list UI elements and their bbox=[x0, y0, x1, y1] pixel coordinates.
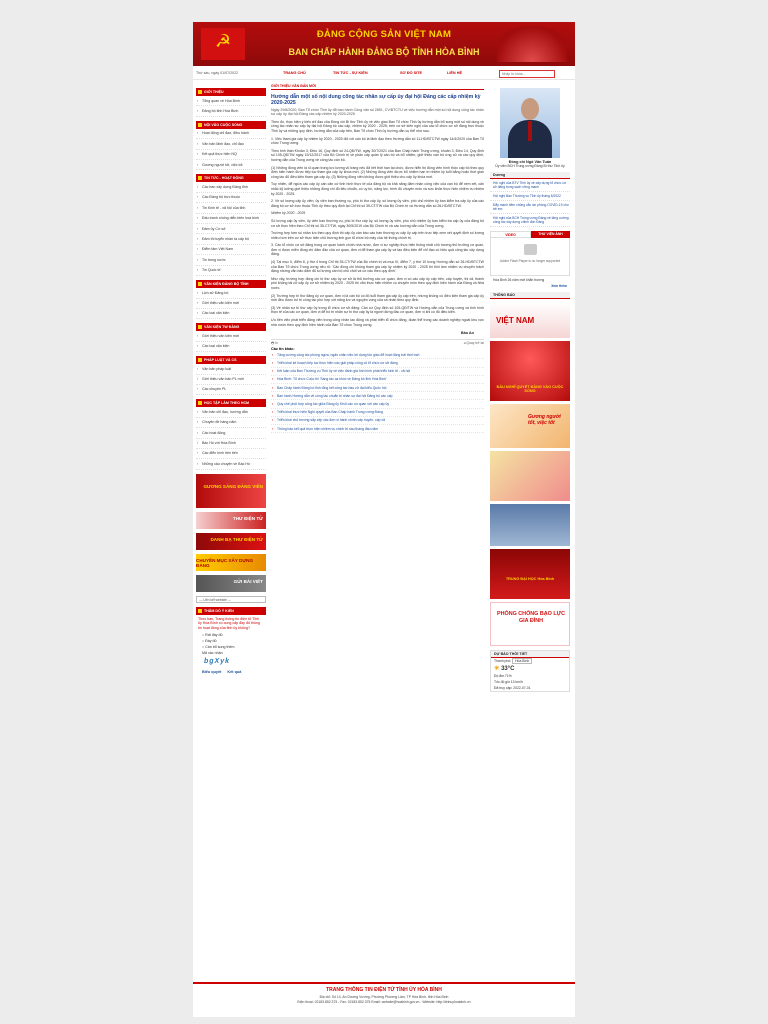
section-law-title: PHÁP LUẬT VÀ CS bbox=[196, 356, 266, 364]
article-paragraph: Nhiệm kỳ 2020 - 2025 bbox=[271, 211, 306, 216]
article-paragraph: Số lượng cấp ủy viên, ủy viên ban thường vụ, phó bí thư cấp ủy, số lượng ủy viên, phó chủ nhiệm ủy ban kiểm tra cấp ủy của đảng bộ cơ sở thực hiện theo Chỉ thị số 35-CT/TW, ngày 30/5/2019 của Bộ Chính trị và các hướng dẫn của Trung ương. bbox=[271, 218, 484, 228]
article-paragraph: Trường hợp hơn số nhân lực theo quy định thì cấp ủy cần báo cáo ban thường vụ cấp ủy cấp trên trực tiếp xem xét quyết định số lượng nhiều hơn trên cơ sở thực hiện chủ trương tinh gọn tổ chức bộ máy của hệ thống chính trị. bbox=[271, 231, 484, 240]
humidity: Độ ẩm 71% bbox=[494, 674, 512, 679]
website-link-select[interactable]: --- Liên kết website --- bbox=[196, 596, 266, 603]
poll-question: Theo bạn, Trang thông tin điện tử Tỉnh ủy Hòa Bình có cung cấp đầy đủ thông tin hoạt động của tỉnh ủy không? bbox=[198, 616, 260, 630]
article-body bbox=[271, 120, 484, 327]
related-news-item[interactable]: ▪ Triển khai thực hiện Nghị quyết của Ban Chấp hành Trung ương Đảng bbox=[271, 409, 484, 417]
banner-good-people[interactable]: Gương người tốt, việc tốt bbox=[490, 404, 570, 448]
sidebar-item[interactable]: › Các điển hình tiên tiến bbox=[196, 449, 266, 459]
site-footer bbox=[193, 982, 575, 1017]
related-news-item[interactable]: ▪ Quy chế phối hợp công tác giữa Đảng ủy Khối các cơ quan với các cấp ủy bbox=[271, 400, 484, 408]
related-news-item[interactable]: ▪ Kết luận của Ban Thường vụ Tỉnh ủy về việc đánh giá tình hình phát triển kinh tế - xã hội bbox=[271, 368, 484, 376]
sidebar-item[interactable]: › Các hoạt động bbox=[196, 428, 266, 438]
search-input[interactable] bbox=[499, 70, 555, 78]
sidebar-item[interactable]: › Điểm tâm Việt Nam bbox=[196, 245, 266, 255]
menu-sitemap[interactable]: SƠ ĐỒ SITE bbox=[400, 71, 423, 75]
related-news-item[interactable]: ▪ Thông báo kết quả thực hiện nhiệm vụ chính trị sáu tháng đầu năm bbox=[271, 425, 484, 433]
banner-exemplary-members[interactable]: GƯƠNG SÁNG ĐẢNG VIÊN bbox=[196, 474, 266, 508]
sidebar-item[interactable]: › Bác Hồ với Hòa Bình bbox=[196, 439, 266, 449]
related-news bbox=[271, 347, 484, 433]
sidebar-item[interactable]: › Kết quả thực hiện NQ bbox=[196, 150, 266, 160]
sidebar-item[interactable]: › Đảng bộ tỉnh Hòa Bình bbox=[196, 106, 266, 116]
plugin-icon bbox=[524, 244, 537, 255]
leader-photo bbox=[500, 88, 560, 158]
sidebar-item[interactable]: › Tổng quan về Hòa Bình bbox=[196, 96, 266, 106]
sidebar-item[interactable]: › Giới thiệu văn kiện mới bbox=[196, 331, 266, 341]
visit-label: Đã truy cập: bbox=[494, 686, 513, 691]
article-author: Bảo An bbox=[460, 331, 474, 336]
video-more-link[interactable]: Xem thêm bbox=[551, 284, 567, 289]
visit-value: 2022-07-01 bbox=[513, 686, 531, 691]
video-player[interactable] bbox=[490, 238, 570, 276]
result-button[interactable]: Kết quả bbox=[227, 670, 242, 674]
article-paragraph: (3) Về nhân sự bí thư cấp ủy trong tổ chức cơ sở đảng: Căn cứ Quy định số 105-QĐ/TW và Hướng dẫn của Trung ương và tình hình thực tế của các cơ quan, đơn vị để bố trí nhân sự bí thư cấp ủy là người đứng đầu cơ quan, đơn vị khi có đủ điều kiện. bbox=[271, 305, 484, 315]
footer-title: TRANG THÔNG TIN ĐIỆN TỬ TỈNH ỦY HÒA BÌNH bbox=[326, 987, 442, 993]
sidebar-item[interactable]: › Đảm ủy Cơ sở bbox=[196, 224, 266, 234]
sidebar-item[interactable]: › Tin Kinh tế - xã hội của tỉnh bbox=[196, 203, 266, 213]
poll-title: THĂM DÒ Ý KIẾN bbox=[196, 607, 266, 615]
section-resolution-title: NỘI VĂO CUỘC SỐNG bbox=[196, 121, 266, 129]
sidebar-item[interactable]: › Hoạt động chỉ đạo, điều hành bbox=[196, 129, 266, 139]
related-news-item[interactable]: ▪ Triển khai kế hoạch tiếp tục thực hiện các giải pháp củng cố tổ chức cơ sở đảng bbox=[271, 359, 484, 367]
sun-icon: ☀ bbox=[494, 666, 500, 673]
section-provincial-docs-title: VĂN KIỆN ĐẢNG BỘ TỈNH bbox=[196, 280, 266, 288]
article-tools bbox=[271, 339, 484, 345]
sidebar-item[interactable]: › Các Đảng bộ trực thuộc bbox=[196, 193, 266, 203]
article-title: Hướng dẫn một số nội dung công tác nhân sự cấp ủy đại hội Đảng các cấp nhiệm kỳ 2020-2025 bbox=[271, 94, 481, 106]
sidebar-item[interactable]: › Giới thiệu văn bản PL mới bbox=[196, 375, 266, 385]
article-paragraph: 1. Việc tham gia cấp ủy nhiệm kỳ 2020 - 2025 đối với cán bộ là lãnh đạo theo Hướng dẫn số 11-HD/BTCTW ngày 14/4/2020 của Ban Tổ chức Trung ương. bbox=[271, 136, 484, 146]
banner-email[interactable]: THƯ ĐIỆN TỬ bbox=[196, 512, 266, 529]
vote-button[interactable]: Biểu quyết bbox=[202, 670, 222, 674]
banner-party-building[interactable]: CHUYÊN MỤC XÂY DỰNG ĐẢNG bbox=[196, 554, 266, 571]
weather-city-label: Thành phố: bbox=[494, 659, 512, 664]
breadcrumb[interactable]: GIỚI THIỆU VĂN BẢN MỚI bbox=[271, 84, 484, 90]
poll-option[interactable]: ○ Cần bổ sung thêm bbox=[202, 645, 235, 649]
banner-title: ĐẢNG CỘNG SẢN VIỆT NAM bbox=[316, 29, 452, 40]
back-button[interactable]: ◂ Quay trở lại bbox=[463, 341, 484, 346]
sidebar-item[interactable]: › Văn bản pháp luật bbox=[196, 364, 266, 374]
sidebar-item[interactable]: › Đấu tranh chống diễn biến hoà bình bbox=[196, 214, 266, 224]
announcement-title: THÔNG BÁO bbox=[490, 292, 570, 299]
weather-title: DỰ BÁO THỜI TIẾT bbox=[491, 651, 569, 658]
leader-role: Ủy viên BCH Trung ương Đảng Bí thư Tỉnh ủy bbox=[495, 164, 565, 168]
related-news-item[interactable]: ▪ Ban Chấp hành Đảng bộ tỉnh tổng kết công tác bầu cử đại biểu Quốc hội bbox=[271, 384, 484, 392]
left-sidebar bbox=[196, 84, 266, 677]
sidebar-item[interactable]: › Các chuyên PL bbox=[196, 385, 266, 395]
wind-speed: Tốc độ gió 13 km/h bbox=[494, 680, 523, 685]
right-sidebar bbox=[490, 84, 570, 692]
current-date: Thứ sáu, ngày 01/07/2022 bbox=[196, 71, 239, 75]
flash-notice: Adobe Flash Player is no longer supported bbox=[499, 259, 561, 264]
banner-domestic-violence[interactable]: PHÒNG CHỐNG BẠO LỰC GIA ĐÌNH bbox=[490, 602, 570, 646]
sidebar-item[interactable]: › Tin trong nước bbox=[196, 255, 266, 265]
article-paragraph: (4) Tại mục II, điểm 6, ý thứ 4 trong Chỉ thị 35-CT/TW của Bộ chính trị và mục III, điểm 7, ý thứ 10 trong Hướng dẫn số 26-HD/BTCTW của Ban Tổ chức Trung ương nêu rõ: 'Các đồng chí không tham gia cấp ủy nhiệm kỳ 2020 - 2025 thì thôi làm nhiệm vụ chuyên trách đảng nhưng vẫn bảo đảm đủ số lượng cán bộ chủ chốt và cơ cấu theo quy định'. bbox=[271, 260, 484, 274]
print-button[interactable]: 🖶 In bbox=[271, 341, 278, 346]
banner-subtitle: BAN CHẤP HÀNH ĐẢNG BỘ TỈNH HÒA BÌNH bbox=[288, 47, 480, 57]
tab-gallery[interactable]: THƯ VIỆN ẢNH bbox=[531, 231, 570, 238]
article-paragraph: (2) Trường hợp bí thư đảng ủy cơ quan, đơn vị là cán bộ có độ tuổi tham gia cấp ủy cấp trên, nhưng không có điều kiện tham gia cấp ủy mới đều được bố trí công tác phù hợp với năng lực và nguyện vọng của cá nhân theo quy định. bbox=[271, 293, 484, 303]
leader-name: Đồng chí Ngô Văn Tuấn bbox=[508, 160, 552, 164]
right-news-item[interactable]: Đẩy mạnh tiêm chủng vắc xin phòng COVID-19 cho trẻ em bbox=[490, 201, 570, 214]
article-paragraph: Ưu tiên việc phát triển đảng viên trong công nhân lao động và phát triển tổ chức đảng, đoàn thể trong các doanh nghiệp ngoài khu vực nhà nước theo quy định hiện hành của Ban Tổ chức Trung ương. bbox=[271, 318, 484, 327]
section-central-docs-title: VĂN KIỆN TW ĐẢNG bbox=[196, 323, 266, 331]
sidebar-item[interactable]: › Văn bản chỉ đạo, hướng dẫn bbox=[196, 407, 266, 417]
weather-city-select[interactable]: Hòa Bình bbox=[512, 658, 532, 664]
banner-university[interactable]: TRUNG ĐẠI HỌC Hòa Bình bbox=[490, 549, 570, 599]
footer-contact: Điện thoại: 02183.852.375 - Fax: 02183.852.375 Email: website@hoabinh.gov.vn - Website: http://tinhuyhoabinh.vn bbox=[297, 1000, 471, 1004]
weather-widget bbox=[490, 650, 570, 692]
related-title: Các tin khác: bbox=[271, 347, 295, 352]
footer-address: Địa chỉ: Số 14, An Dương Vương, Phường Phương Lâm, TP Hòa Bình, tỉnh Hòa Bình bbox=[319, 994, 449, 999]
related-news-item[interactable]: ▪ Ban hành Hướng dẫn về công tác chuẩn bị nhân sự đại hội Đảng bộ các cấp bbox=[271, 392, 484, 400]
article-paragraph: Theo tinh thần Khoản 3, Điều 16, Quy định số 24-QĐ/TW, ngày 30/7/2021 của Ban Chấp hành Trung ương, khoản 3, Điều 14, Quy định số 105-QĐ/TW ngày 19/12/2017 của Bộ Chính trị về phân cấp quản lý cán bộ và bổ nhiệm, giới thiệu cán bộ ứng cử và các quy định, hướng dẫn của Trung ương về công tác cán bộ. bbox=[271, 148, 484, 162]
related-news-item[interactable]: ▪ Tăng cường công tác phòng ngừa, ngăn chặn việc lợi dụng tôn giáo để hoạt động trái thời mới bbox=[271, 351, 484, 359]
menu-contact[interactable]: LIÊN HỆ bbox=[447, 71, 462, 75]
article-paragraph: Tuy nhiên, để ngừa các cấp ủy cần căn cứ tình hình thực tế của đảng bộ và khả năng đảm nhận công việc của cán bộ để xem xét, cân nhắc kỹ lưỡng giới thiệu những đồng chí đủ tiêu chuẩn, có uy tín, năng lực, trình độ chuyên môn và sức khỏe thực hiện nhiệm vụ nhiệm kỳ 2020 - 2025. bbox=[271, 182, 484, 196]
menu-news[interactable]: TIN TỨC - SỰ KIỆN bbox=[333, 71, 368, 75]
party-congress-banner[interactable] bbox=[490, 504, 570, 546]
main-menu bbox=[193, 68, 575, 80]
star-icon: ☭ bbox=[215, 31, 232, 51]
sidebar-item[interactable]: › Văn bản lãnh đạo, chỉ đạo bbox=[196, 139, 266, 149]
sidebar-item[interactable]: › Gương người tốt, việc tốt bbox=[196, 160, 266, 170]
sidebar-item[interactable]: › Lịch sử Đảng bộ bbox=[196, 288, 266, 298]
video-caption[interactable]: Hòa Bình 26 năm mới khẩn trương bbox=[493, 278, 545, 283]
banner-vietnam[interactable]: VIỆT NAM bbox=[490, 302, 570, 338]
captcha-image: bgXyk bbox=[204, 658, 231, 665]
article-paragraph: Như vậy, trường hợp đồng chí bí thư cấp ủy cơ sở là thủ trưởng các cơ quan, đơn vị có các cấp ủy cấp trên, cấp huyện, thị xã, thành phố không tái cử cấp ủy cơ sở nhiệm kỳ 2020 - 2025 thì vẫn thực hiện nhiệm vụ chuyên môn theo quy định hiện hành của Đảng và Nhà nước. bbox=[271, 276, 484, 291]
sidebar-item[interactable]: › Giới thiệu văn kiện mới bbox=[196, 299, 266, 309]
article-paragraph: (1) Những đồng viên là sĩ quan trong lực lượng vũ trang nếu đã hết thời hạn tại chức, được hiển thị đồng viên hình thức cấp bộ theo quy định hiện hành được tiếp tục tham gia cấp ủy khóa mới, (2) Những đồng viên được bổ nhiệm hạn tri nhiệm kỳ tuổi bằng hoặc thời gian công tác đủ điều kiện tham gia cấp ủy, (3) Những đồng viên không được giới thiệu cho cấp ủy khóa mới. bbox=[271, 165, 484, 179]
section-hcm-title: HỌC TẬP LÀM THEO HCM bbox=[196, 399, 266, 407]
article-summary: Ngày 29/8/2020, Ban Tổ chức Tỉnh ủy đã ban hành Công văn số 2851, CV/BTCTU về việc hướng dẫn một số nội dung công tác nhân sự cấp ủy đại hội Đảng các cấp nhiệm kỳ 2020-2025 bbox=[271, 108, 484, 117]
lotus-decoration-icon bbox=[497, 26, 567, 62]
poll-option[interactable]: ○ Rất đầy đủ bbox=[202, 633, 223, 637]
poll-option[interactable]: ○ Đầy đủ bbox=[202, 639, 217, 643]
poll-box bbox=[196, 607, 266, 677]
sidebar-item[interactable]: › Các ban xây dựng Đảng tỉnh bbox=[196, 182, 266, 192]
article-column bbox=[271, 84, 484, 433]
sidebar-item[interactable]: › Chuyên đề hàng năm bbox=[196, 418, 266, 428]
site-banner bbox=[193, 22, 575, 66]
right-news-item[interactable]: Hội nghị Ban Thường vụ Tỉnh ủy tháng 6/2022 bbox=[490, 192, 570, 201]
sidebar-item[interactable]: › Tin Quốc tế bbox=[196, 266, 266, 276]
section-intro-title: GIỚI THIỆU bbox=[196, 88, 266, 96]
banner-email-directory[interactable]: DANH BẠ THƯ ĐIỆN TỬ bbox=[196, 533, 266, 550]
media-tabs bbox=[490, 231, 570, 238]
right-news-title: Dương bbox=[490, 172, 570, 179]
captcha-label: Mã xác nhận bbox=[202, 651, 223, 655]
section-news-title: TIN TỨC - HOẠT ĐỘNG bbox=[196, 174, 266, 182]
right-news-item[interactable]: Hội nghị của BTV Tỉnh ủy về xây dựng tổ chức cơ sở đảng trong sạch vững mạnh bbox=[490, 179, 570, 192]
sidebar-item[interactable]: › Các loại văn kiện bbox=[196, 342, 266, 352]
banner-submit-article[interactable]: GỬI BÀI VIẾT bbox=[196, 575, 266, 592]
sidebar-item[interactable]: › Đảm thi tuyển nhân ta cấp bộ bbox=[196, 234, 266, 244]
sidebar-item[interactable]: › Những câu chuyện về Bác Hồ bbox=[196, 459, 266, 469]
article-paragraph: Theo đó, thực hiện ý kiến chỉ đạo của Đồng chí Bí thư Tỉnh ủy về việc giao Ban Tổ chức Tỉnh ủy hướng dẫn bổ sung một số nội dung về công tác nhân sự cấp ủy đại hội Đảng bộ các cấp, nhiệm kỳ 2020 - 2025; trên cơ sở kiến nghị của các tổ chức cơ sở đảng trực thuộc Tỉnh ủy và những quy định, hướng dẫn của cấp trên, Ban Tổ chức Tỉnh ủy hướng dẫn cụ thể như sau. bbox=[271, 119, 484, 133]
right-news-item[interactable]: Hội nghị của BCH Trung ương Đảng về tăng cường công tác xây dựng chỉnh đốn Đảng bbox=[490, 214, 570, 227]
temperature: 33°C bbox=[501, 666, 515, 673]
sidebar-item[interactable]: › Các loại văn kiện bbox=[196, 309, 266, 319]
page-container bbox=[193, 22, 575, 1017]
article-paragraph: 2. Về số lượng cấp ủy viên, ủy viên ban thường vụ, phó bí thư cấp ủy, số lượng ủy viên, phó chủ nhiệm ủy ban kiểm tra cấp ủy của các đảng bộ cơ sở trực thuộc Tỉnh ủy theo quy định tại Chỉ thị số 35-CT/TW của Bộ Chính trị và Hướng dẫn số 26-HD/BTCTW. bbox=[271, 199, 484, 208]
article-paragraph: 3. Các tổ chức cơ sở đảng trong cơ quan hành chính nhà nước, đơn vị sự nghiệp thực hiện thống nhất chủ trương thủ trưởng cơ quan, đơn vị được miễn đồng chí đảm đảo của cơ quan, đơn vị để tham gia cấp ủy và tạo điều kiện để chỉ đạo có hiệu quả công tác xây dựng đảng. bbox=[271, 243, 484, 257]
related-news-item[interactable]: ▪ Hòa Bình: Tổ chức Cuộc thi 'Sáng tác ca khúc về Đảng bộ tỉnh Hòa Bình' bbox=[271, 376, 484, 384]
tab-video[interactable]: VIDEO bbox=[490, 231, 531, 238]
menu-home[interactable]: TRANG CHỦ bbox=[283, 71, 306, 75]
banner-resolution[interactable]: ĐẦU NGHĨ QUYẾT ĐẢNG VÀO CUỘC SỐNG bbox=[490, 341, 570, 401]
related-news-item[interactable]: ▪ Triển khai chủ trương sắp xếp các đơn vị hành chính cấp huyện, cấp xã bbox=[271, 417, 484, 425]
province-map-banner[interactable] bbox=[490, 451, 570, 501]
